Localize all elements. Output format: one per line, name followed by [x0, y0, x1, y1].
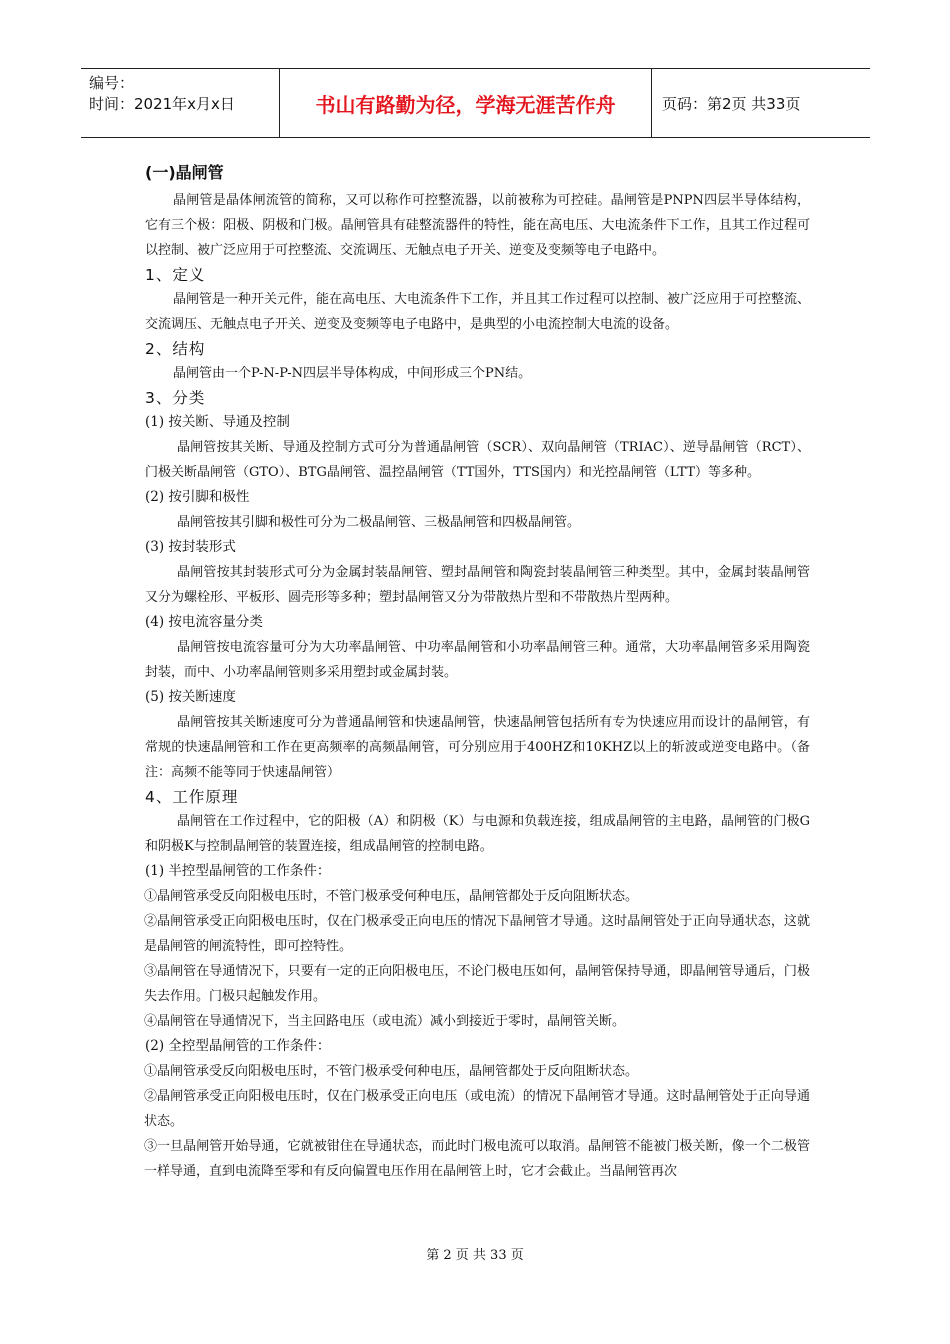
subheading-switching: (1) 按关断、导通及控制 — [145, 414, 290, 430]
subheading-pins: (2) 按引脚和极性 — [145, 489, 250, 505]
document-body — [145, 158, 810, 1184]
doc-number-label: 编号： — [89, 74, 135, 92]
section-title: (一)晶闸管 — [145, 163, 224, 182]
pins-paragraph: 晶闸管按其引脚和极性可分为二极晶闸管、三极晶闸管和四极晶闸管。 — [177, 515, 581, 530]
definition-paragraph: 晶闸管是一种开关元件，能在高电压、大电流条件下工作，并且其工作过程可以控制、被广泛应用于可控整流、交流调压、无触点电子开关、逆变及变频等电子电路中，是典型的小电流控制大电流的设备。 — [145, 292, 811, 332]
subheading-speed: (5) 按关断速度 — [145, 689, 236, 705]
header-page-label: 页码：第2页 共33页 — [662, 94, 801, 113]
subheading-fully-controlled: (2) 全控型晶闸管的工作条件： — [145, 1038, 331, 1054]
doc-date-label: 时间：2021年x月x日 — [89, 95, 235, 113]
page-footer: 第 2 页 共 33 页 — [426, 1248, 524, 1263]
principle-paragraph: 晶闸管在工作过程中，它的阳极（A）和阴极（K）与电源和负载连接，组成晶闸管的主电路，晶闸管的门极G和阴极K与控制晶闸管的装置连接，组成晶闸管的控制电路。 — [145, 814, 810, 854]
condition-item: ②晶闸管承受正向阳极电压时，仅在门极承受正向电压（或电流）的情况下晶闸管才导通。这时晶闸管处于正向导通状态。 — [144, 1089, 810, 1129]
condition-item: ②晶闸管承受正向阳极电压时，仅在门极承受正向电压的情况下晶闸管才导通。这时晶闸管处于正向导通状态，这就是晶闸管的闸流特性，即可控特性。 — [144, 914, 810, 954]
heading-structure: 2、结构 — [145, 340, 206, 358]
structure-paragraph: 晶闸管由一个P-N-P-N四层半导体构成，中间形成三个PN结。 — [173, 366, 532, 381]
condition-item: ③一旦晶闸管开始导通，它就被钳住在导通状态，而此时门极电流可以取消。晶闸管不能被门极关断，像一个二极管一样导通，直到电流降至零和有反向偏置电压作用在晶闸管上时，它才会截止。当晶闸管再次 — [144, 1139, 810, 1179]
heading-principle: 4、工作原理 — [145, 788, 239, 806]
speed-paragraph: 晶闸管按其关断速度可分为普通晶闸管和快速晶闸管，快速晶闸管包括所有专为快速应用而设计的晶闸管，有常规的快速晶闸管和工作在更高频率的高频晶闸管，可分别应用于400HZ和10KHZ以上的斩波或逆变电路中。（备注：高频不能等同于快速晶闸管） — [145, 715, 810, 780]
page-header — [81, 68, 870, 138]
subheading-package: (3) 按封装形式 — [145, 539, 236, 555]
heading-classification: 3、分类 — [145, 389, 206, 407]
header-motto: 书山有路勤为径，学海无涯苦作舟 — [279, 69, 652, 137]
header-info-cell — [81, 69, 279, 137]
condition-item: ①晶闸管承受反向阳极电压时，不管门极承受何种电压，晶闸管都处于反向阻断状态。 — [144, 889, 639, 904]
intro-paragraph: 晶闸管是晶体闸流管的简称，又可以称作可控整流器，以前被称为可控硅。晶闸管是PNPN四层半导体结构，它有三个极：阳极、阴极和门极。晶闸管具有硅整流器件的特性，能在高电压、大电流条件下工作，且其工作过程可以控制、被广泛应用于可控整流、交流调压、无触点电子开关、逆变及变频等电子电路中。 — [145, 193, 810, 258]
condition-item: ③晶闸管在导通情况下，只要有一定的正向阳极电压，不论门极电压如何，晶闸管保持导通，即晶闸管导通后，门极失去作用。门极只起触发作用。 — [144, 964, 810, 1004]
subheading-semi-controlled: (1) 半控型晶闸管的工作条件： — [145, 863, 331, 879]
heading-definition: 1、定义 — [145, 266, 206, 284]
current-paragraph: 晶闸管按电流容量可分为大功率晶闸管、中功率晶闸管和小功率晶闸管三种。通常，大功率晶闸管多采用陶瓷封装，而中、小功率晶闸管则多采用塑封或金属封装。 — [145, 640, 810, 680]
condition-item: ①晶闸管承受反向阳极电压时，不管门极承受何种电压，晶闸管都处于反向阻断状态。 — [144, 1064, 639, 1079]
switching-paragraph: 晶闸管按其关断、导通及控制方式可分为普通晶闸管（SCR）、双向晶闸管（TRIAC）、逆导晶闸管（RCT）、门极关断晶闸管（GTO）、BTG晶闸管、温控晶闸管（TT国外，TTS国内）和光控晶闸管（LTT）等多种。 — [145, 440, 810, 480]
condition-item: ④晶闸管在导通情况下，当主回路电压（或电流）减小到接近于零时，晶闸管关断。 — [144, 1014, 626, 1029]
package-paragraph: 晶闸管按其封装形式可分为金属封装晶闸管、塑封晶闸管和陶瓷封装晶闸管三种类型。其中，金属封装晶闸管又分为螺栓形、平板形、圆壳形等多种；塑封晶闸管又分为带散热片型和不带散热片型两种。 — [145, 565, 810, 605]
subheading-current: (4) 按电流容量分类 — [145, 614, 263, 630]
